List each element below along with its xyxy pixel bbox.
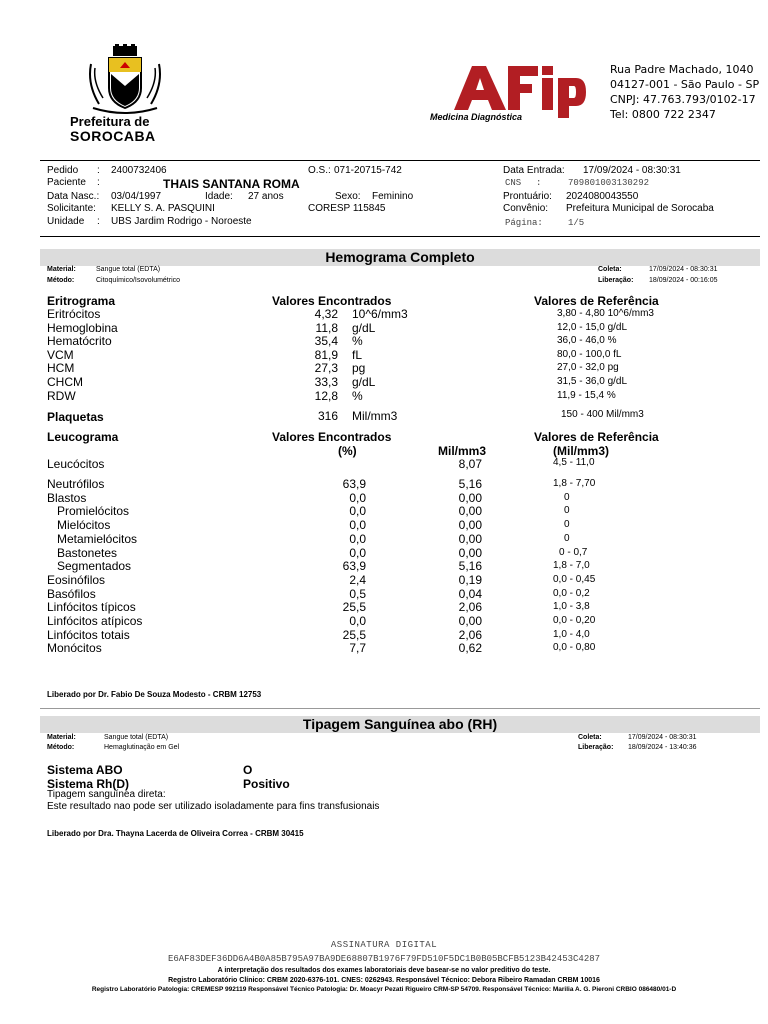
colon: :	[97, 216, 100, 227]
leuco-ref: 1,0 - 3,8	[553, 601, 590, 613]
unidade-label: Unidade	[47, 216, 85, 227]
plaquetas-unit: Mil/mm3	[352, 409, 398, 423]
assinatura-label: ASSINATURA DIGITAL	[330, 940, 438, 950]
eritro-name: CHCM	[47, 375, 83, 389]
coleta-value: 17/09/2024 - 08:30:31	[628, 734, 697, 741]
eritro-value: 33,3	[314, 375, 338, 389]
eritro-ref: 12,0 - 15,0 g/dL	[557, 321, 628, 333]
leuco-name: Neutrófilos	[47, 477, 105, 491]
colon: :	[97, 165, 100, 176]
coresp-value: CORESP 115845	[308, 203, 386, 214]
nasc-label: Data Nasc.:	[47, 191, 100, 202]
abo-label: Sistema ABO	[47, 763, 123, 777]
leuco-pct: 0,0	[349, 504, 366, 519]
idade-label: Idade:	[205, 191, 233, 202]
leuco-ref: 0	[564, 491, 570, 503]
pagina-value: 1/5	[568, 218, 585, 228]
leuco-abs: 0,62	[458, 641, 482, 656]
material-value: Sangue total (EDTA)	[96, 266, 161, 273]
leuco-abs: 0,00	[458, 518, 482, 533]
tipagem-title: Tipagem Sanguínea abo (RH)	[302, 716, 498, 732]
plaquetas-value: 316	[317, 409, 338, 423]
eritrograma-title: Eritrograma	[47, 294, 116, 308]
address-line: Tel: 0800 722 2347	[610, 108, 716, 121]
leucocitos-abs: 8,07	[458, 457, 482, 471]
plaquetas-name: Plaquetas	[47, 410, 104, 424]
city-line1: Prefeitura de	[70, 114, 150, 129]
leuco-name: Metamielócitos	[57, 531, 138, 546]
eritro-unit: 10^6/mm3	[352, 307, 408, 321]
footer-line2: Registro Laboratório Clínico: CRBM 2020-6376-101. CNES: 0262943. Responsável Técnico: Debora Ribeiro Ramadan CRBM 10016	[168, 977, 600, 984]
leuco-name: Bastonetes	[57, 545, 118, 560]
leucograma-title: Leucograma	[47, 430, 119, 444]
ref-milmm3-header: (Mil/mm3)	[553, 444, 610, 458]
footer-line1: A interpretação dos resultados dos exames laboratoriais deve basear-se no valor preditivo do teste.	[217, 967, 551, 974]
liberacao-label: Liberação:	[578, 744, 614, 751]
liberacao-value: 18/09/2024 - 13:40:36	[628, 744, 697, 751]
convenio-label: Convênio:	[503, 203, 549, 214]
data-entrada-value: 17/09/2024 - 08:30:31	[583, 165, 681, 176]
eritro-ref: 3,80 - 4,80 10^6/mm3	[557, 308, 654, 319]
afip-subtitle: Medicina Diagnóstica	[430, 112, 523, 122]
leuco-name: Mielócitos	[57, 518, 111, 533]
sorocaba-logo	[85, 44, 165, 116]
section-divider	[40, 708, 760, 709]
leuco-name: Blastos	[47, 490, 87, 505]
eritro-name: Hematócrito	[47, 334, 112, 349]
leuco-pct: 2,4	[349, 572, 366, 587]
sexo-label: Sexo:	[335, 191, 361, 202]
leuco-pct: 0,0	[349, 531, 366, 546]
lab-address	[610, 62, 759, 122]
prontuario-label: Prontuário:	[503, 191, 552, 202]
leuco-ref: 0,0 - 0,80	[553, 642, 596, 654]
leuco-ref: 0	[564, 532, 570, 544]
metodo-label: Método:	[47, 277, 75, 284]
tipagem-band	[40, 716, 760, 733]
milmm3-header: Mil/mm3	[438, 444, 487, 458]
leuco-abs: 2,06	[458, 627, 482, 642]
coleta-value: 17/09/2024 - 08:30:31	[649, 266, 718, 273]
address-line: Rua Padre Machado, 1040	[610, 63, 754, 76]
cns-label: CNS	[505, 178, 522, 188]
leuco-abs: 2,06	[458, 600, 482, 615]
leuco-abs: 0,00	[458, 545, 482, 560]
leuco-ref: 0	[564, 519, 570, 531]
assinatura-hash: E6AF83DEF36DD6A4B0A85B795A97BA9DE68807B1976F79FD510F5DC1B0B05BCFB5123B42453C4287	[167, 954, 601, 964]
metodo-value: Citoquímico/Isovolumétrico	[96, 277, 181, 284]
eritro-value: 35,4	[314, 334, 338, 349]
leuco-ref: 0 - 0,7	[559, 546, 588, 558]
leuco-name: Linfócitos atípicos	[47, 614, 143, 628]
eritro-name: RDW	[47, 388, 76, 403]
eritro-unit: g/dL	[352, 375, 376, 389]
leuco-abs: 0,19	[458, 572, 482, 587]
pedido-label: Pedido	[47, 165, 79, 176]
coleta-label: Coleta:	[598, 266, 622, 273]
eritro-value: 81,9	[314, 347, 338, 362]
valores-title: Valores Encontrados	[272, 294, 392, 308]
pagina-label: Página:	[505, 218, 543, 228]
leuco-pct: 0,0	[349, 545, 366, 560]
convenio-value: Prefeitura Municipal de Sorocaba	[566, 203, 714, 214]
eritro-ref: 27,0 - 32,0 pg	[557, 362, 619, 374]
colon: :	[97, 177, 100, 188]
coat-of-arms-icon	[85, 44, 165, 116]
leuco-pct: 0,0	[349, 518, 366, 533]
leuco-name: Linfócitos típicos	[47, 600, 136, 615]
coleta-label: Coleta:	[578, 734, 602, 741]
eritro-ref: 31,5 - 36,0 g/dL	[557, 376, 628, 387]
leuco-pct: 63,9	[342, 559, 366, 574]
tipagem-nota: Este resultado nao pode ser utilizado isoladamente para fins transfusionais	[47, 801, 380, 812]
rh-value: Positivo	[243, 777, 290, 791]
nasc-value: 03/04/1997	[111, 191, 162, 202]
eritro-ref: 36,0 - 46,0 %	[557, 335, 617, 347]
leuco-abs: 0,00	[458, 504, 482, 519]
prontuario-value: 2024080043550	[566, 191, 639, 202]
leuco-pct: 7,7	[349, 641, 366, 656]
abo-value: O	[243, 763, 253, 777]
patient-divider	[40, 236, 760, 237]
eritro-name: VCM	[47, 347, 74, 362]
idade-value: 27 anos	[248, 191, 284, 202]
leuco-ref: 1,0 - 4,0	[553, 628, 590, 640]
eritro-unit: %	[352, 334, 363, 349]
leuco-name: Segmentados	[57, 559, 132, 574]
paciente-label: Paciente	[47, 177, 86, 188]
leuco-abs: 5,16	[458, 559, 482, 574]
leuco-name: Linfócitos totais	[47, 627, 130, 642]
leuco-ref: 0,0 - 0,20	[553, 615, 596, 626]
header-divider	[40, 160, 760, 161]
eritro-value: 4,32	[314, 307, 338, 321]
referencia-title: Valores de Referência	[534, 430, 659, 444]
eritro-name: Eritrócitos	[47, 307, 101, 321]
leuco-abs: 5,16	[458, 477, 482, 491]
leuco-ref: 0,0 - 0,45	[553, 573, 596, 585]
leuco-pct: 63,9	[342, 477, 366, 491]
leuco-name: Eosinófilos	[47, 572, 106, 587]
eritro-ref: 80,0 - 100,0 fL	[557, 348, 622, 360]
leuco-ref: 0	[564, 505, 570, 517]
metodo-label: Método:	[47, 744, 75, 751]
leuco-name: Basófilos	[47, 586, 96, 601]
eritro-unit: g/dL	[352, 320, 376, 335]
eritro-unit: pg	[352, 361, 366, 376]
sexo-value: Feminino	[372, 191, 414, 202]
solicitante-value: KELLY S. A. PASQUINI	[111, 203, 215, 214]
leuco-name: Monócitos	[47, 641, 102, 656]
paciente-value: THAIS SANTANA ROMA	[163, 177, 300, 191]
leuco-pct: 0,5	[349, 586, 366, 601]
leuco-name: Promielócitos	[57, 504, 130, 519]
liberacao-label: Liberação:	[598, 277, 634, 284]
rh-label: Sistema Rh(D)	[47, 777, 130, 791]
valores-title: Valores Encontrados	[272, 430, 392, 444]
hemograma-band	[40, 249, 760, 266]
metodo-value: Hemaglutinação em Gel	[104, 744, 180, 751]
tipagem-liberado: Liberado por Dra. Thayna Lacerda de Oliveira Correa - CRBM 30415	[47, 829, 304, 838]
leuco-abs: 0,00	[458, 531, 482, 546]
hemograma-title: Hemograma Completo	[325, 249, 475, 265]
address-line: 04127-001 - São Paulo - SP	[610, 78, 760, 91]
os-value: 071-20715-742	[334, 165, 402, 176]
leuco-pct: 0,0	[349, 614, 366, 628]
eritro-name: HCM	[47, 361, 75, 376]
leuco-pct: 0,0	[349, 490, 366, 505]
eritro-value: 12,8	[314, 388, 338, 403]
eritro-name: Hemoglobina	[47, 320, 118, 335]
leuco-abs: 0,04	[458, 586, 482, 601]
material-label: Material:	[47, 734, 76, 741]
tipagem-direta: Tipagem sanguínea direta:	[47, 789, 166, 800]
leuco-pct: 25,5	[342, 627, 366, 642]
eritro-value: 11,8	[315, 320, 338, 335]
liberacao-value: 18/09/2024 - 00:16:05	[649, 277, 718, 284]
city-line2: SOROCABA	[70, 128, 156, 144]
material-value: Sangue total (EDTA)	[104, 734, 169, 741]
referencia-title: Valores de Referência	[534, 294, 659, 308]
unidade-value: UBS Jardim Rodrigo - Noroeste	[111, 216, 252, 227]
eritro-value: 27,3	[314, 361, 338, 376]
leuco-abs: 0,00	[458, 614, 482, 628]
pedido-value: 2400732406	[111, 165, 167, 176]
leuco-pct: 25,5	[342, 600, 366, 615]
os-label: O.S.:	[308, 165, 331, 176]
pct-header: (%)	[338, 444, 357, 458]
hemograma-liberado: Liberado por Dr. Fabio De Souza Modesto - CRBM 12753	[47, 690, 262, 699]
eritro-ref: 11,9 - 15,4 %	[557, 389, 616, 401]
leuco-abs: 0,00	[458, 490, 482, 505]
data-entrada-label: Data Entrada:	[503, 165, 565, 176]
eritro-unit: fL	[352, 347, 363, 362]
leuco-ref: 0,0 - 0,2	[553, 587, 590, 599]
eritro-unit: %	[352, 388, 363, 403]
leuco-ref: 1,8 - 7,0	[553, 560, 590, 572]
leucocitos-ref: 4,5 - 11,0	[553, 457, 595, 468]
solicitante-label: Solicitante:	[47, 203, 96, 214]
plaquetas-ref: 150 - 400 Mil/mm3	[561, 409, 644, 420]
cns-value: 709801003130292	[568, 178, 650, 188]
leucocitos-name: Leucócitos	[47, 457, 105, 471]
material-label: Material:	[47, 266, 76, 273]
footer-line3: Registro Laboratório Patologia: CREMESP 992119 Responsável Técnico Patologia: Dr. Moacyr Pezati Rigueiro CRM-SP 54709. Responsável Técnico: Marilia A. G. Pieroni CRBIO 086480/01-D	[91, 986, 677, 993]
leuco-ref: 1,8 - 7,70	[553, 478, 596, 489]
colon: :	[536, 178, 542, 188]
address-line: CNPJ: 47.763.793/0102-17	[610, 93, 756, 106]
